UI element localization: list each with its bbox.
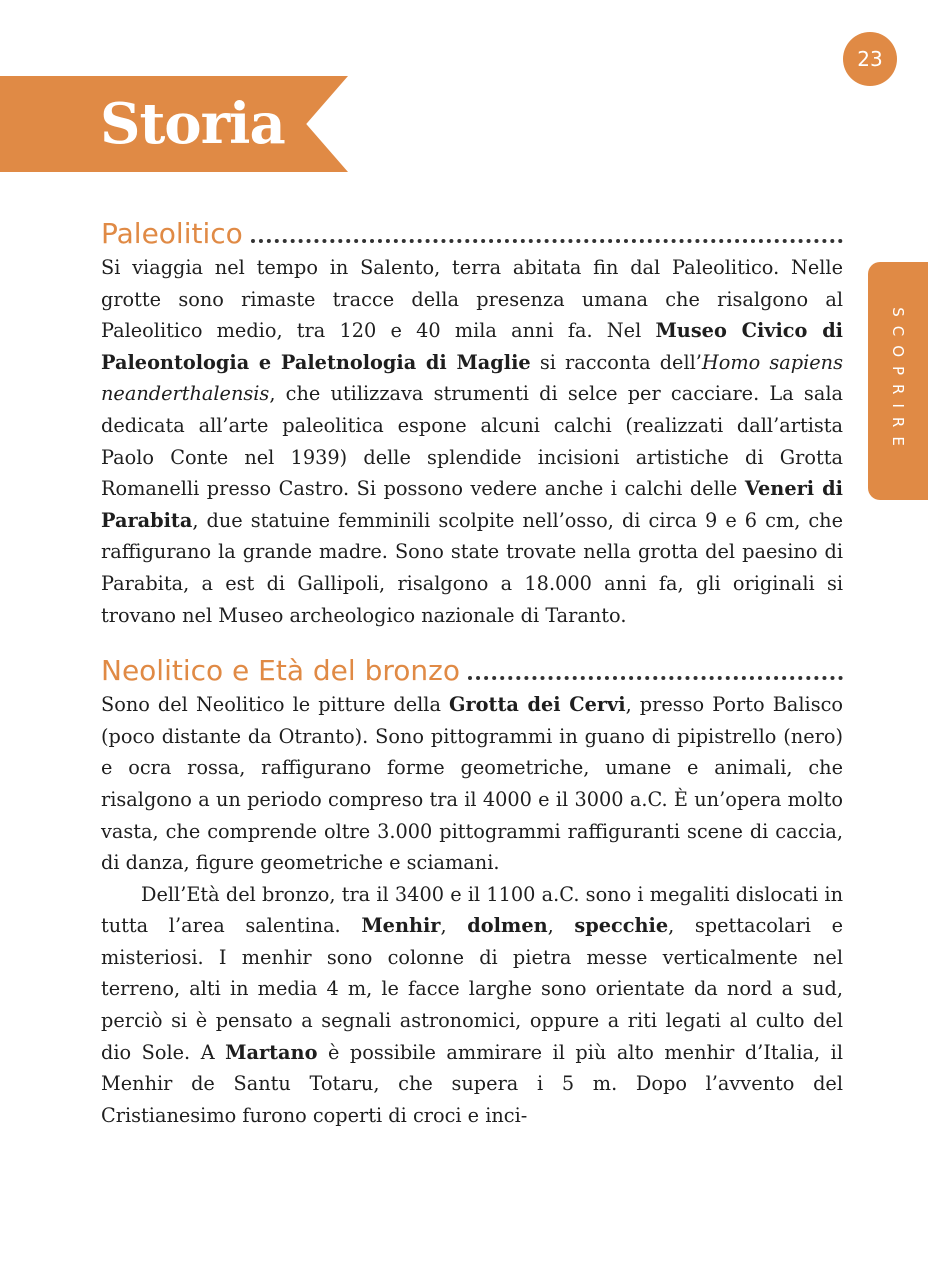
section-heading-neolitico (101, 653, 843, 689)
page-number: 23 (843, 32, 897, 86)
dotted-leader (468, 675, 843, 680)
bold-martano: Martano (225, 1040, 318, 1064)
bold-specchie: specchie (574, 914, 669, 938)
bold-grotta-cervi: Grotta dei Cervi (449, 693, 626, 717)
paragraph-paleolitico (101, 252, 843, 631)
bold-dolmen: dolmen (467, 914, 548, 938)
chapter-title: Storia (100, 91, 285, 157)
page-content (101, 216, 843, 1131)
side-tab-label: SCOPRIRE (889, 307, 907, 455)
section-heading-paleolitico (101, 216, 843, 252)
section-side-tab[interactable] (868, 262, 928, 500)
bold-veneri-parabita: Veneri di Parabita (101, 477, 843, 532)
text-run: è possibile ammirare il più alto menhir d’Italia, il Menhir de Santu Totaru, che supera i 5 m. Dopo l’avvento del Cristianesimo furono coperti di croci e inci- (101, 1040, 843, 1127)
text-run: Dell’Età del bronzo, tra il 3400 e il 1100 a.C. sono i megaliti dislocati in tutta l’area salentina. (101, 882, 843, 938)
bold-menhir: Menhir (361, 914, 441, 938)
text-run: Si viaggia nel tempo in Salento, terra abitata fin dal Paleolitico. Nelle grotte sono rimaste tracce della presenza umana che risalgono al Paleolitico medio, tra 120 e 40 mila anni fa. Nel (101, 256, 843, 343)
section-heading-text: Neolitico e Età del bronzo (101, 654, 460, 688)
text-run: si racconta dell’ (530, 350, 702, 374)
text-run: , spettacolari e misteriosi. I menhir sono colonne di pietra messe verticalmente nel terreno, alti in media 4 m, le facce larghe sono orientate da nord a sud, perciò si è pensato a segnali astronomici, oppure a riti legati al culto del dio Sole. A (101, 914, 844, 1064)
dotted-leader (251, 238, 843, 243)
text-run: Sono del Neolitico le pitture della (101, 693, 450, 717)
paragraph-eta-bronzo (101, 879, 843, 1132)
text-run: , (440, 914, 468, 938)
italic-homo-sapiens: Homo sapiens neanderthalensis (101, 350, 843, 406)
paragraph-neolitico (101, 689, 843, 879)
text-run: , due statuine femminili scolpite nell’osso, di circa 9 e 6 cm, che raffigurano la grande madre. Sono state trovate nella grotta del paesino di Parabita, a est di Gallipoli, risalgono a 18.000 anni fa, gli originali si trovano nel Museo archeologico nazionale di Taranto. (101, 508, 843, 627)
text-run: , (547, 914, 575, 938)
text-run: , che utilizzava strumenti di selce per cacciare. La sala dedicata all’arte paleolitica espone alcuni calchi (realizzati dall’artista Paolo Conte nel 1939) delle splendide incisioni artistiche di Grotta Romanelli presso Castro. Si possono vedere anche i calchi delle (101, 382, 843, 501)
section-heading-text: Paleolitico (101, 217, 243, 250)
text-run: , presso Porto Balisco (poco distante da Otranto). Sono pittogrammi in guano di pipistrello (nero) e ocra rossa, raffigurano forme geometriche, umane e animali, che risalgono a un periodo compreso tra il 4000 e il 3000 a.C. È un’opera molto vasta, che comprende oltre 3.000 pittogrammi raffiguranti scene di caccia, di danza, figure geometriche e sciamani. (101, 693, 843, 875)
bold-museo-maglie: Museo Civico di Paleontologia e Paletnologia di Maglie (101, 319, 843, 374)
